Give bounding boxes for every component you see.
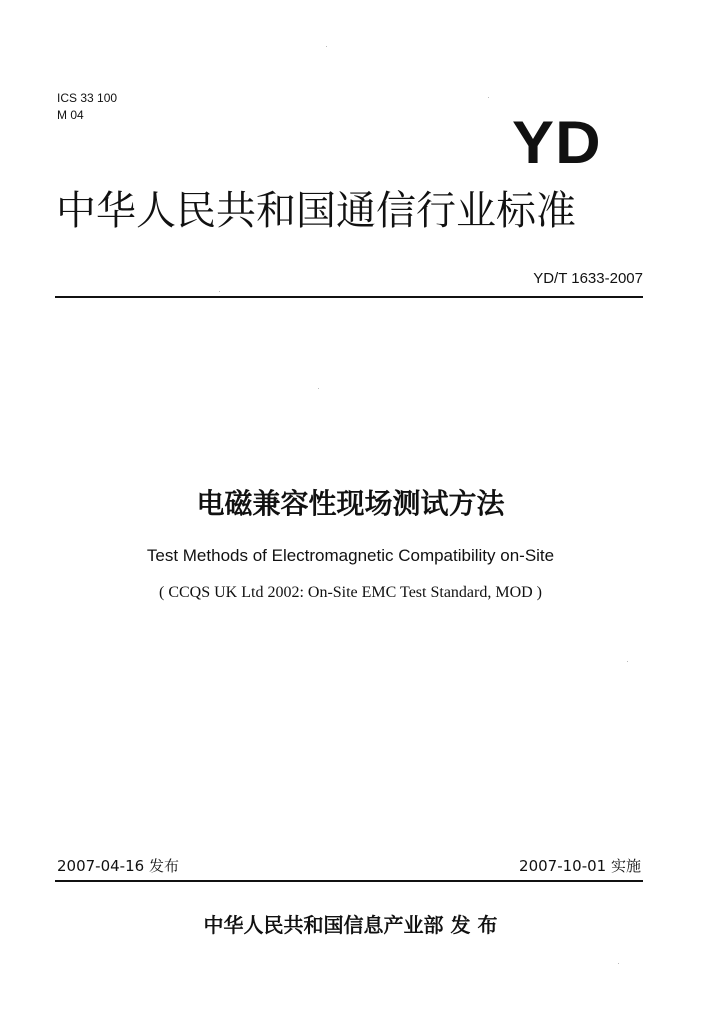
document-title-chinese: 电磁兼容性现场测试方法: [196, 487, 505, 520]
scan-speck: [488, 97, 489, 98]
publisher-line: 中华人民共和国信息产业部 发 布: [203, 913, 498, 937]
scan-speck: [318, 388, 319, 389]
issue-date: 2007-04-16 发布: [57, 857, 179, 875]
yd-logo: YD: [512, 109, 602, 176]
bottom-divider: [55, 880, 643, 882]
standard-number: YD/T 1633-2007: [533, 270, 643, 287]
implementation-date: 2007-10-01 实施: [519, 857, 641, 875]
category-code: M 04: [57, 108, 84, 122]
top-divider: [55, 296, 643, 298]
scan-speck: [219, 291, 220, 292]
scan-speck: [618, 963, 619, 964]
ics-code: ICS 33 100: [57, 91, 118, 105]
scan-speck: [326, 46, 327, 47]
document-title-english: Test Methods of Electromagnetic Compatibility on-Site: [146, 546, 555, 565]
scan-speck: [627, 661, 628, 662]
document-subtitle: ( CCQS UK Ltd 2002: On-Site EMC Test Standard, MOD ): [158, 584, 543, 601]
classification-codes: [57, 90, 117, 124]
standard-title: 中华人民共和国通信行业标准: [56, 188, 576, 234]
